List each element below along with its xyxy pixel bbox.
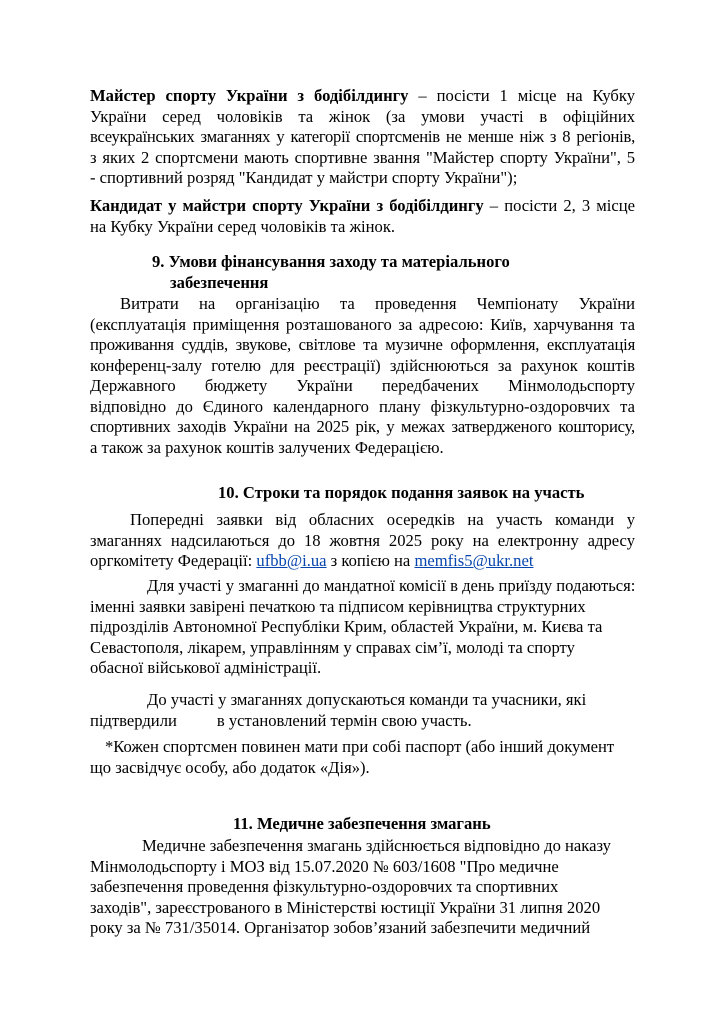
- section-10-p3-line-1: До участі у змаганнях допускаються команди та учасники, які: [147, 690, 587, 709]
- section-10-paragraph-1: [90, 510, 635, 572]
- section-10-p3-line-2: підтвердили в установлений термін свою участь.: [90, 710, 472, 730]
- section-9-paragraph: [90, 294, 635, 458]
- section-9-line-1: Витрати на організацію та проведення Чемпіонату України: [120, 294, 635, 313]
- section-11-line-4: заходів", зареєстрованого в Міністерстві юстиції України 31 липня 2020: [90, 897, 601, 917]
- section-10-heading: 10. Строки та порядок подання заявок на участь: [218, 483, 585, 502]
- section-10-p2-line-1: Для участі у змаганні до мандатної комісії в день приїзду подаються:: [147, 576, 636, 595]
- section-10-p2-line-3: підрозділів Автономної Республіки Крим, областей України, м. Києва та: [90, 617, 603, 636]
- candidate-master-line-2: на Кубку України серед чоловіків та жінок.: [90, 216, 396, 236]
- section-11-heading: 11. Медичне забезпечення змагань: [233, 814, 491, 833]
- master-of-sport-paragraph: [90, 86, 635, 189]
- section-10-p1-line-2: змаганнях надсилаються до 18 жовтня 2025 року на електронну адресу: [90, 530, 635, 550]
- master-of-sport-line-1: Майстер спорту України з бодібілдингу – посісти 1 місце на Кубку: [90, 86, 635, 105]
- section-9-line-3: проживання суддів, звукове, світлове та музичне оформлення, експлуатація: [90, 335, 635, 354]
- section-9-line-2: (експлуатація приміщення розташованого за адресою: Київ, харчування та: [90, 314, 635, 334]
- section-9-line-8: а також за рахунок коштів залучених Федерацією.: [90, 437, 444, 457]
- section-10-paragraph-3: [90, 690, 635, 731]
- candidate-master-line-1: Кандидат у майстри спорту України з бодібілдингу – посісти 2, 3 місце: [90, 196, 635, 215]
- master-of-sport-line-5: - спортивний розряд "Кандидат у майстри спорту України");: [90, 168, 518, 187]
- section-10-p1-line-3: оргкомітету Федерації: ufbb@i.ua з копією на memfis5@ukr.net: [90, 551, 534, 570]
- section-10-paragraph-4: [90, 737, 635, 778]
- master-of-sport-title: Майстер спорту України з бодібілдингу: [90, 86, 409, 105]
- section-10-p1-line-1: Попередні заявки від обласних осередків на участь команди у: [130, 510, 635, 529]
- master-of-sport-line-4: з яких 2 спортсмени мають спортивне звання "Майстер спорту України", 5: [90, 147, 635, 167]
- section-9-line-4: конференц-залу готелю для реєстрації) здійснюються за рахунок коштів: [90, 355, 635, 375]
- section-11-line-3: забезпечення проведення фізкультурно-оздоровчих та спортивних: [90, 877, 559, 896]
- section-10-p4-line-2: що засвідчує особу, або додаток «Дія»).: [90, 757, 370, 777]
- section-9-line-6: відповідно до Єдиного календарного плану фізкультурно-оздоровчих та: [90, 396, 635, 416]
- master-of-sport-line-2: України серед чоловіків та жінок (за умови участі в офіційних: [90, 106, 635, 126]
- section-9-line-5: Державного бюджету України передбачених Мінмолодьспорту: [90, 376, 635, 395]
- section-9-heading: 9. Умови фінансування заходу та матеріального забезпечення: [152, 252, 510, 292]
- candidate-master-title: Кандидат у майстри спорту України з бодібілдингу: [90, 196, 484, 215]
- section-9-line-7: спортивних заходів України на 2025 рік, у межах затвердженого кошторису,: [90, 417, 635, 436]
- section-11-paragraph: [90, 836, 635, 939]
- candidate-master-paragraph: [90, 196, 635, 237]
- section-10-p2-line-2: іменні заявки завірені печаткою та підписом керівництва структурних: [90, 596, 586, 616]
- section-10-p2-line-5: обасної військової адміністрації.: [90, 658, 322, 677]
- section-10-paragraph-2: [90, 576, 635, 679]
- section-11-line-1: Медичне забезпечення змагань здійснюється відповідно до наказу: [142, 836, 611, 855]
- section-11-line-2: Мінмолодьспорту і МОЗ від 15.07.2020 № 603/1608 "Про медичне: [90, 856, 559, 876]
- email-link-memfis[interactable]: memfis5@ukr.net: [414, 551, 534, 570]
- section-10-p2-line-4: Севастополя, лікарем, управлінням у справах сім’ї, молоді та спорту: [90, 637, 575, 657]
- master-of-sport-line-3: всеукраїнських змаганнях у категорії спортсменів не менше ніж з 8 регіонів,: [90, 127, 635, 146]
- section-10-p4-line-1: *Кожен спортсмен повинен мати при собі паспорт (або інший документ: [105, 737, 615, 756]
- section-11-line-5: року за № 731/35014. Організатор зобов’язаний забезпечити медичний: [90, 918, 591, 937]
- email-link-ufbb[interactable]: ufbb@i.ua: [256, 551, 327, 570]
